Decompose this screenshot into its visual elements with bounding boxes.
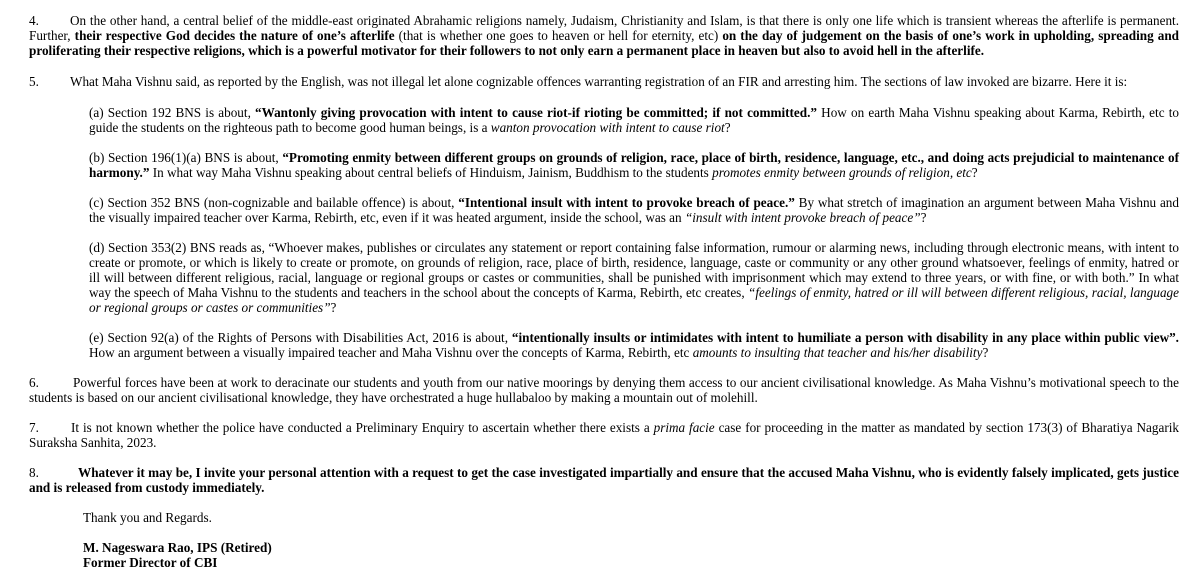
signatory-name: M. Nageswara Rao, IPS (Retired)	[83, 540, 272, 555]
paragraph-number: 4.	[29, 13, 39, 28]
paragraph-number: 5.	[29, 74, 39, 89]
paragraph-number: 8.	[29, 465, 39, 480]
sub-item-d: (d) Section 353(2) BNS reads as, “Whoever makes, publishes or circulates any statement or report containing false information, rumour or alarming news, including through electronic means, with intent to create or promote, or which is likely to create or promote, on grounds of religion, race, place of birth, residence, language, caste or community or any other ground whatsoever, feelings of enmity, hatred or ill will between different religious, racial, language or regional groups or castes or communities, shall be punished with imprisonment which may extend to three years, or with fine, or with both.” In what way the speech of Maha Vishnu to the students and teachers in the school about the concepts of Karma, Rebirth, etc creates, “feelings of enmity, hatred or ill will between different religious, racial, language or regional groups or castes or communities”?	[89, 240, 1179, 315]
paragraph-number: 7.	[29, 420, 39, 435]
signatory-title: Former Director of CBI	[83, 555, 218, 570]
sub-item-b: (b) Section 196(1)(a) BNS is about, “Promoting enmity between different groups on grounds of religion, race, place of birth, residence, language, etc., and doing acts prejudicial to maintenance of harmony.” In what way Maha Vishnu speaking about central beliefs of Hinduism, Jainism, Buddhism to the students promotes enmity between grounds of religion, etc?	[89, 150, 1179, 180]
signatory-block	[83, 540, 272, 570]
paragraph-4: 4. On the other hand, a central belief of the middle-east originated Abrahamic religions namely, Judaism, Christianity and Islam, is that there is only one life which is transient whereas the afterlife is permanent. Further, their respective God decides the nature of one’s afterlife (that is whether one goes to heaven or hell for eternity, etc) on the day of judgement on the basis of one’s work in upholding, spreading and proliferating their respective religions, which is a powerful motivator for their followers to not only earn a permanent place in heaven but also to avoid hell in the afterlife.	[29, 13, 1179, 58]
sub-item-c: (c) Section 352 BNS (non-cognizable and bailable offence) is about, “Intentional insult with intent to provoke breach of peace.” By what stretch of imagination an argument between Maha Vishnu and the visually impaired teacher over Karma, Rebirth, etc, even if it was heated argument, inside the school, was an “insult with intent provoke breach of peace”?	[89, 195, 1179, 225]
paragraph-number: 6.	[29, 375, 39, 390]
paragraph-5: 5. What Maha Vishnu said, as reported by the English, was not illegal let alone cognizable offences warranting registration of an FIR and arresting him. The sections of law invoked are bizarre. Here it is:	[29, 74, 1128, 89]
sub-item-a: (a) Section 192 BNS is about, “Wantonly giving provocation with intent to cause riot-if rioting be committed; if not committed.” How on earth Maha Vishnu speaking about Karma, Rebirth, etc to guide the students on the righteous path to become good human beings, is a wanton provocation with intent to cause riot?	[89, 105, 1179, 135]
closing-thanks: Thank you and Regards.	[83, 510, 212, 525]
paragraph-8: 8. Whatever it may be, I invite your personal attention with a request to get the case investigated impartially and ensure that the accused Maha Vishnu, who is evidently falsely implicated, gets justice and is released from custody immediately.	[29, 465, 1179, 495]
sub-item-e: (e) Section 92(a) of the Rights of Persons with Disabilities Act, 2016 is about, “intentionally insults or intimidates with intent to humiliate a person with disability in any place within public view”. How an argument between a visually impaired teacher and Maha Vishnu over the concepts of Karma, Rebirth, etc amounts to insulting that teacher and his/her disability?	[89, 330, 1179, 360]
paragraph-7: 7. It is not known whether the police have conducted a Preliminary Enquiry to ascertain whether there exists a prima facie case for proceeding in the matter as mandated by section 173(3) of Bharatiya Nagarik Suraksha Sanhita, 2023.	[29, 420, 1179, 450]
paragraph-6: 6. Powerful forces have been at work to deracinate our students and youth from our native moorings by denying them access to our ancient civilisational knowledge. As Maha Vishnu’s motivational speech to the students is based on our ancient civilisational knowledge, they have orchestrated a huge hullabaloo by making a mountain out of molehill.	[29, 375, 1179, 405]
